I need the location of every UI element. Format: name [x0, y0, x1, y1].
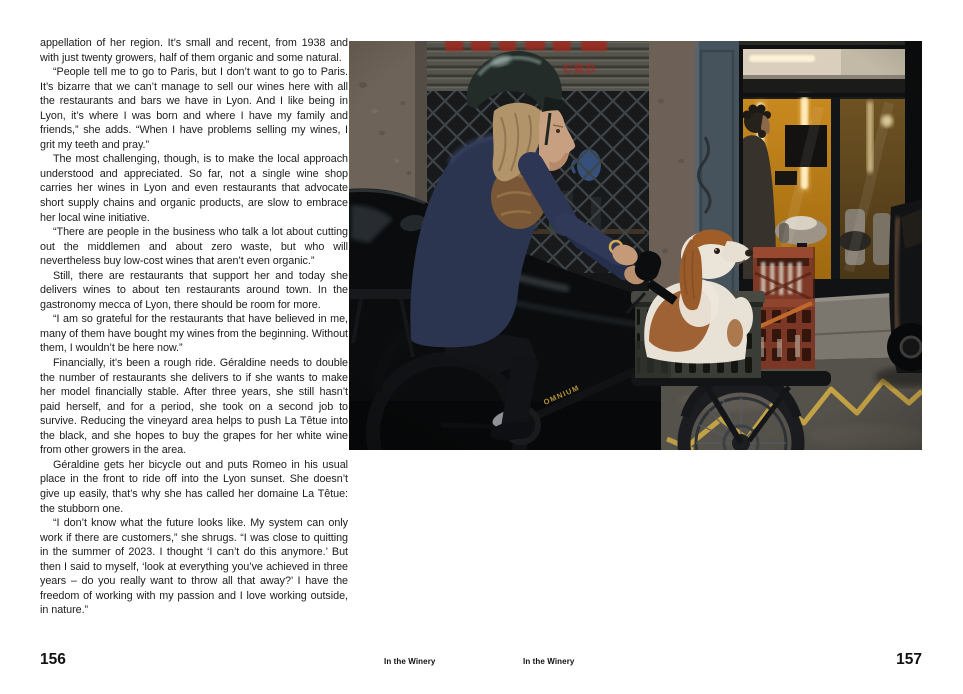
vignette-overlay — [349, 41, 922, 450]
running-caption-right: In the Winery — [523, 657, 575, 666]
body-paragraph: “There are people in the business who talk a lot about cutting out the middlemen and about zero waste, but who will nevertheless buy low-cost wines that aren’t even organic.” — [40, 226, 348, 268]
body-paragraph: Géraldine gets her bicycle out and puts Romeo in his usual place in the front to ride off into the Lyon sunset. She doesn’t give up easily, that’s why she has called her domaine La Têtue: the stubborn one. — [40, 458, 348, 515]
body-paragraph: “I don’t know what the future looks like. My system can only work if there are customers,” she shrugs. “I was close to quitting in the summer of 2023. I thought ‘I can’t do this anymore.’ But then I said to myself, ‘look at everything you’ve achieved in three years – do you really want to throw all that away?’ I have the freedom of working with my passion and I love working outside, in nature.” — [40, 517, 348, 617]
body-paragraph: Still, there are restaurants that support her and today she delivers wines to about ten restaurants around town. In the gastronomy mecca of Lyon, there should be room for more. — [40, 269, 348, 311]
body-paragraph: Financially, it’s been a rough ride. Géraldine needs to double the number of restaurants she delivers to if she wants to make her model financially stable. After three years, she still hasn’t paid herself, and for a period, she took on a second job to survive. Reducing the vineyard area helps to push La Têtue into the black, and she hopes to buy the grapes for her white wine from other growers in the area. — [40, 357, 348, 457]
body-paragraph: appellation of her region. It’s small and recent, from 1938 and with just twenty growers, half of them organic and some natural. — [40, 37, 348, 64]
running-caption-left: In the Winery — [384, 657, 436, 666]
body-paragraph: The most challenging, though, is to make the local approach understood and appreciated. So far, not a single wine shop carries her wines in Lyon and even restaurants that advocate short supply chains and organic products, are slow to embrace her local wine initiative. — [40, 153, 348, 224]
page-number-right: 157 — [896, 651, 922, 668]
street-photo — [349, 41, 922, 450]
page-number-left: 156 — [40, 651, 66, 668]
article-text-column — [40, 36, 348, 618]
body-paragraph: “People tell me to go to Paris, but I don’t want to go to Paris. It’s bizarre that we can’t manage to sell our wines here with all the restaurants and bars we have in Lyon. And I like being in Lyon, it’s where I was born and where I have my family and friends,” she adds. “When I have problems selling my wines, I grit my teeth and pray.” — [40, 66, 348, 151]
body-paragraph: “I am so grateful for the restaurants that have believed in me, many of them have bought my wines from the beginning. Without them, I wouldn’t be here now.” — [40, 313, 348, 355]
